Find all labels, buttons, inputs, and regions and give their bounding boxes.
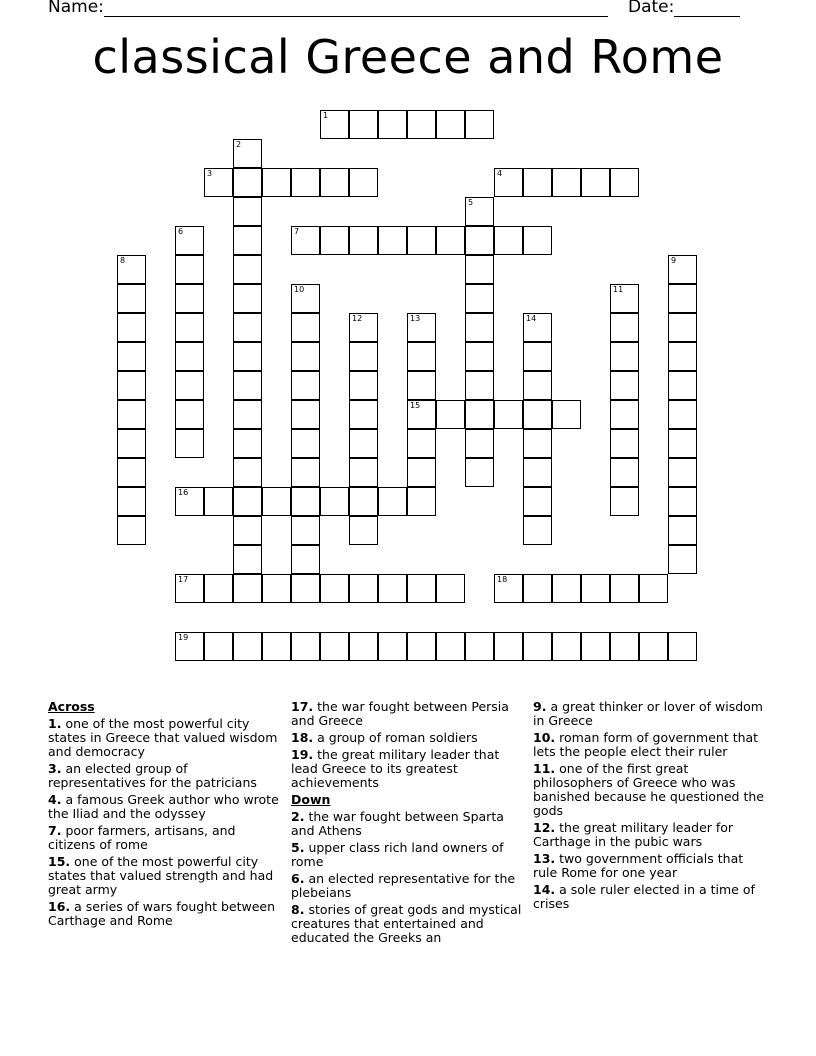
grid-cell[interactable]: [175, 284, 204, 313]
grid-cell[interactable]: [349, 429, 378, 458]
grid-cell[interactable]: [349, 342, 378, 371]
cell-number: 19: [178, 633, 189, 642]
grid-cell[interactable]: [407, 226, 436, 255]
grid-cell[interactable]: [117, 516, 146, 545]
grid-cell[interactable]: [523, 458, 552, 487]
cell-number: 6: [178, 227, 184, 236]
grid-cell[interactable]: [291, 632, 320, 661]
cell-number: 15: [410, 401, 421, 410]
grid-cell[interactable]: [668, 313, 697, 342]
cell-number: 11: [613, 285, 624, 294]
clue-down-2: 2. the war fought between Sparta and Athens: [291, 809, 504, 838]
grid-cell[interactable]: [581, 632, 610, 661]
puzzle-title: classical Greece and Rome: [92, 30, 724, 84]
grid-cell[interactable]: [668, 632, 697, 661]
cell-number: 10: [294, 285, 305, 294]
name-label: Name:: [48, 0, 104, 17]
grid-cell[interactable]: [610, 371, 639, 400]
cell-number: 17: [178, 575, 189, 584]
grid-cell[interactable]: [233, 197, 262, 226]
grid-cell[interactable]: [407, 487, 436, 516]
clue-down-12: 12. the great military leader for Carthage in the pubic wars: [533, 820, 734, 849]
grid-cell[interactable]: [407, 632, 436, 661]
grid-cell[interactable]: [668, 284, 697, 313]
grid-cell[interactable]: [465, 255, 494, 284]
grid-cell[interactable]: [233, 487, 262, 516]
grid-cell[interactable]: [668, 458, 697, 487]
grid-cell[interactable]: [233, 313, 262, 342]
grid-cell[interactable]: [494, 632, 523, 661]
grid-cell[interactable]: [349, 226, 378, 255]
grid-cell[interactable]: [233, 139, 262, 168]
grid-cell[interactable]: [610, 168, 639, 197]
grid-cell[interactable]: [523, 429, 552, 458]
grid-cell[interactable]: [320, 632, 349, 661]
grid-cell[interactable]: [523, 226, 552, 255]
grid-cell[interactable]: [233, 226, 262, 255]
grid-cell[interactable]: [291, 168, 320, 197]
clue-down-9: 9. a great thinker or lover of wisdom in Greece: [533, 699, 763, 728]
grid-cell[interactable]: [175, 429, 204, 458]
grid-cell[interactable]: [668, 516, 697, 545]
grid-cell[interactable]: [291, 313, 320, 342]
grid-cell[interactable]: [175, 226, 204, 255]
cell-number: 3: [207, 169, 213, 178]
clue-across-4: 4. a famous Greek author who wrote the Iliad and the odyssey: [48, 792, 279, 821]
date-label: Date:: [628, 0, 675, 17]
grid-cell[interactable]: [407, 429, 436, 458]
grid-cell[interactable]: [291, 226, 320, 255]
grid-cell[interactable]: [117, 284, 146, 313]
grid-cell[interactable]: [436, 226, 465, 255]
clue-across-15: 15. one of the most powerful city states that valued strength and had great army: [48, 854, 274, 897]
grid-cell[interactable]: [175, 371, 204, 400]
grid-cell[interactable]: [175, 487, 204, 516]
grid-cell[interactable]: [581, 168, 610, 197]
cell-number: 9: [671, 256, 677, 265]
grid-cell[interactable]: [204, 487, 233, 516]
grid-cell[interactable]: [407, 313, 436, 342]
clue-across-18: 18. a group of roman soldiers: [291, 730, 478, 745]
grid-cell[interactable]: [610, 284, 639, 313]
grid-cell[interactable]: [610, 342, 639, 371]
grid-cell[interactable]: [552, 400, 581, 429]
grid-cell[interactable]: [523, 342, 552, 371]
grid-cell[interactable]: [407, 458, 436, 487]
grid-cell[interactable]: [523, 516, 552, 545]
grid-cell[interactable]: [117, 400, 146, 429]
grid-cell[interactable]: [233, 371, 262, 400]
grid-cell[interactable]: [175, 632, 204, 661]
cell-number: 13: [410, 314, 421, 323]
grid-cell[interactable]: [291, 516, 320, 545]
grid-cell[interactable]: [233, 342, 262, 371]
grid-cell[interactable]: [349, 574, 378, 603]
grid-cell[interactable]: [407, 342, 436, 371]
grid-cell[interactable]: [465, 342, 494, 371]
grid-cell[interactable]: [291, 429, 320, 458]
cell-number: 14: [526, 314, 537, 323]
grid-cell[interactable]: [407, 574, 436, 603]
cell-number: 7: [294, 227, 300, 236]
grid-cell[interactable]: [291, 400, 320, 429]
down-heading: Down: [291, 792, 331, 807]
clue-down-11: 11. one of the first great philosophers of Greece who was banished because he questioned the gods: [533, 761, 764, 818]
grid-cell[interactable]: [610, 429, 639, 458]
grid-cell[interactable]: [291, 371, 320, 400]
clue-down-13: 13. two government officials that rule Rome for one year: [533, 851, 744, 880]
grid-cell[interactable]: [378, 110, 407, 139]
grid-cell[interactable]: [523, 632, 552, 661]
grid-cell[interactable]: [233, 168, 262, 197]
clue-across-1: 1. one of the most powerful city states in Greece that valued wisdom and democracy: [48, 716, 278, 759]
grid-cell[interactable]: [233, 429, 262, 458]
grid-cell[interactable]: [610, 400, 639, 429]
grid-cell[interactable]: [233, 632, 262, 661]
grid-cell[interactable]: [320, 574, 349, 603]
grid-cell[interactable]: [465, 313, 494, 342]
clue-across-16: 16. a series of wars fought between Carthage and Rome: [48, 899, 276, 928]
grid-cell[interactable]: [610, 574, 639, 603]
cell-number: 1: [323, 111, 329, 120]
grid-cell[interactable]: [639, 574, 668, 603]
grid-cell[interactable]: [291, 545, 320, 574]
grid-cell[interactable]: [552, 574, 581, 603]
clue-down-14: 14. a sole ruler elected in a time of crises: [533, 882, 755, 911]
across-heading: Across: [48, 699, 95, 714]
grid-cell[interactable]: [523, 313, 552, 342]
cell-number: 5: [468, 198, 474, 207]
grid-cell[interactable]: [349, 632, 378, 661]
grid-cell[interactable]: [320, 226, 349, 255]
grid-cell[interactable]: [291, 574, 320, 603]
grid-cell[interactable]: [465, 284, 494, 313]
clue-down-6: 6. an elected representative for the plebeians: [291, 871, 516, 900]
grid-cell[interactable]: [465, 110, 494, 139]
grid-cell[interactable]: [204, 168, 233, 197]
grid-cell[interactable]: [465, 197, 494, 226]
grid-cell[interactable]: [494, 226, 523, 255]
grid-cell[interactable]: [668, 371, 697, 400]
grid-cell[interactable]: [262, 487, 291, 516]
grid-cell[interactable]: [233, 400, 262, 429]
grid-cell[interactable]: [494, 168, 523, 197]
clue-across-17: 17. the war fought between Persia and Greece: [291, 699, 509, 728]
grid-cell[interactable]: [291, 342, 320, 371]
grid-cell[interactable]: [117, 342, 146, 371]
cell-number: 18: [497, 575, 508, 584]
grid-cell[interactable]: [349, 371, 378, 400]
grid-cell[interactable]: [523, 574, 552, 603]
grid-cell[interactable]: [320, 487, 349, 516]
clue-across-7: 7. poor farmers, artisans, and citizens of rome: [48, 823, 236, 852]
grid-cell[interactable]: [175, 313, 204, 342]
grid-cell[interactable]: [465, 226, 494, 255]
grid-cell[interactable]: [465, 400, 494, 429]
grid-cell[interactable]: [668, 342, 697, 371]
clue-down-5: 5. upper class rich land owners of rome: [291, 840, 504, 869]
grid-cell[interactable]: [262, 168, 291, 197]
grid-cell[interactable]: [668, 487, 697, 516]
cell-number: 16: [178, 488, 189, 497]
grid-cell[interactable]: [349, 168, 378, 197]
cell-number: 12: [352, 314, 363, 323]
grid-cell[interactable]: [262, 574, 291, 603]
grid-cell[interactable]: [610, 632, 639, 661]
grid-cell[interactable]: [465, 632, 494, 661]
grid-cell[interactable]: [117, 429, 146, 458]
grid-cell[interactable]: [523, 371, 552, 400]
grid-cell[interactable]: [233, 255, 262, 284]
clue-column-2: [291, 700, 523, 948]
grid-cell[interactable]: [117, 371, 146, 400]
grid-cell[interactable]: [349, 313, 378, 342]
clue-down-10: 10. roman form of government that lets the people elect their ruler: [533, 730, 759, 759]
grid-cell[interactable]: [175, 400, 204, 429]
cell-number: 4: [497, 169, 503, 178]
grid-cell[interactable]: [233, 574, 262, 603]
grid-cell[interactable]: [349, 110, 378, 139]
grid-cell[interactable]: [436, 110, 465, 139]
grid-cell[interactable]: [349, 516, 378, 545]
grid-cell[interactable]: [291, 487, 320, 516]
grid-cell[interactable]: [465, 458, 494, 487]
grid-cell[interactable]: [175, 574, 204, 603]
grid-cell[interactable]: [523, 168, 552, 197]
cell-number: 8: [120, 256, 126, 265]
grid-cell[interactable]: [320, 168, 349, 197]
grid-cell[interactable]: [610, 458, 639, 487]
grid-cell[interactable]: [639, 632, 668, 661]
grid-cell[interactable]: [204, 632, 233, 661]
grid-cell[interactable]: [117, 458, 146, 487]
clue-column-3: [533, 700, 769, 914]
grid-cell[interactable]: [668, 429, 697, 458]
grid-cell[interactable]: [378, 574, 407, 603]
grid-cell[interactable]: [436, 400, 465, 429]
grid-cell[interactable]: [378, 226, 407, 255]
grid-cell[interactable]: [204, 574, 233, 603]
grid-cell[interactable]: [349, 458, 378, 487]
grid-cell[interactable]: [233, 516, 262, 545]
clue-across-3: 3. an elected group of representatives for the patricians: [48, 761, 257, 790]
grid-cell[interactable]: [407, 400, 436, 429]
grid-cell[interactable]: [407, 110, 436, 139]
grid-cell[interactable]: [378, 632, 407, 661]
cell-number: 2: [236, 140, 242, 149]
grid-cell[interactable]: [233, 458, 262, 487]
grid-cell[interactable]: [668, 255, 697, 284]
grid-cell[interactable]: [291, 284, 320, 313]
clue-across-19: 19. the great military leader that lead Greece to its greatest achievements: [291, 747, 500, 790]
grid-cell[interactable]: [407, 371, 436, 400]
grid-cell[interactable]: [523, 400, 552, 429]
grid-cell[interactable]: [233, 545, 262, 574]
grid-cell[interactable]: [175, 342, 204, 371]
grid-cell[interactable]: [465, 371, 494, 400]
clue-down-8: 8. stories of great gods and mystical creatures that entertained and educated the Greeks an: [291, 902, 522, 945]
grid-cell[interactable]: [668, 400, 697, 429]
grid-cell[interactable]: [552, 632, 581, 661]
grid-cell[interactable]: [494, 400, 523, 429]
grid-cell[interactable]: [349, 487, 378, 516]
grid-cell[interactable]: [175, 255, 204, 284]
grid-cell[interactable]: [610, 313, 639, 342]
grid-cell[interactable]: [494, 574, 523, 603]
grid-cell[interactable]: [320, 110, 349, 139]
grid-cell[interactable]: [233, 284, 262, 313]
grid-cell[interactable]: [581, 574, 610, 603]
grid-cell[interactable]: [465, 429, 494, 458]
grid-cell[interactable]: [610, 487, 639, 516]
grid-cell[interactable]: [291, 458, 320, 487]
grid-cell[interactable]: [436, 632, 465, 661]
grid-cell[interactable]: [668, 545, 697, 574]
grid-cell[interactable]: [378, 487, 407, 516]
grid-cell[interactable]: [552, 168, 581, 197]
clue-column-1: [48, 700, 284, 931]
grid-cell[interactable]: [349, 400, 378, 429]
grid-cell[interactable]: [117, 487, 146, 516]
grid-cell[interactable]: [262, 632, 291, 661]
grid-cell[interactable]: [117, 313, 146, 342]
grid-cell[interactable]: [436, 574, 465, 603]
grid-cell[interactable]: [523, 487, 552, 516]
grid-cell[interactable]: [117, 255, 146, 284]
